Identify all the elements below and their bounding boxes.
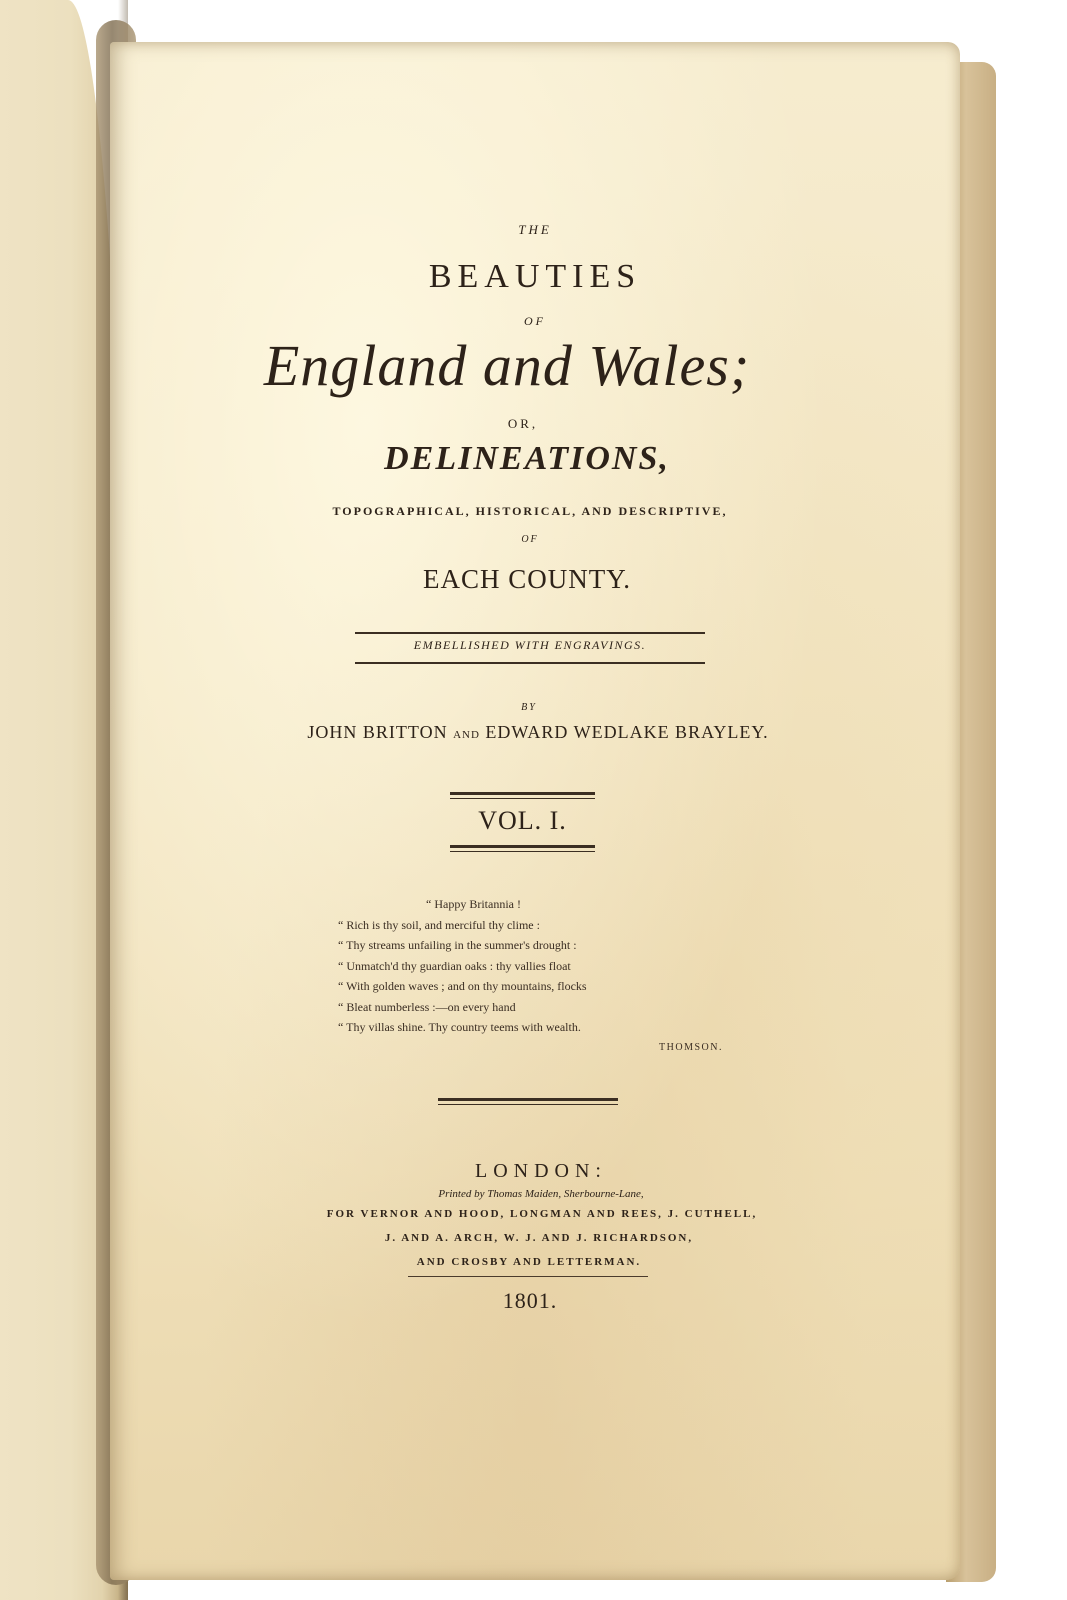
epigraph-line: “ With golden waves ; and on thy mountains, flocks [338,979,587,993]
main-title: BEAUTIES [428,258,642,295]
embellished-text: EMBELLISHED WITH ENGRAVINGS. [413,638,647,652]
imprint-publishers-line: FOR VERNOR AND HOOD, LONGMAN AND REES, J. CUTHELL, [326,1208,758,1220]
banner-rule-bottom [355,662,705,664]
epigraph-line: “ Rich is thy soil, and merciful thy clime : [338,917,540,932]
the-label: THE [518,222,552,237]
volume-label: VOL. I. [478,806,567,835]
epigraph-line: “ Happy Britannia ! [426,897,521,911]
title-page [110,42,960,1580]
scope-title: EACH COUNTY. [422,564,631,594]
descriptor-line: TOPOGRAPHICAL, HISTORICAL, AND DESCRIPTIVE, [332,504,728,518]
author-2: EDWARD WEDLAKE BRAYLEY. [485,722,769,742]
volume-block [450,792,595,852]
volume-rule-top [450,792,595,799]
epigraph-line: “ Unmatch'd thy guardian oaks : thy vallies float [338,958,571,973]
imprint-publishers-line: J. AND A. ARCH, W. J. AND J. RICHARDSON, [384,1232,694,1244]
imprint-divider [438,1098,618,1105]
authors-line [113,722,963,743]
epigraph-line: “ Bleat numberless :—on every hand [338,999,516,1014]
author-1: JOHN BRITTON [307,722,448,742]
place-title: England and Wales; [263,333,751,398]
epigraph-line: “ Thy streams unfailing in the summer's drought : [338,938,577,952]
epigraph-attribution: THOMSON. [659,1041,723,1053]
imprint-city: LONDON: [475,1160,607,1182]
imprint-printer: Printed by Thomas Maiden, Sherbourne-Lane, [438,1188,644,1200]
banner-rule-top [355,632,705,634]
subtitle: DELINEATIONS, [384,440,670,477]
imprint-year: 1801. [502,1288,558,1313]
epigraph-line: “ Thy villas shine. Thy country teems with wealth. [338,1020,581,1034]
embellished-banner [355,630,705,668]
imprint-underline [408,1276,648,1277]
by-label: BY [521,702,537,713]
or-label: OR, [507,416,539,431]
epigraph [338,894,738,1058]
of-label-secondary: OF [521,534,539,545]
of-label: OF [524,314,546,328]
authors-and: AND [453,729,480,741]
volume-rule-bottom [450,845,595,852]
imprint-publishers-line: AND CROSBY AND LETTERMAN. [416,1256,642,1268]
